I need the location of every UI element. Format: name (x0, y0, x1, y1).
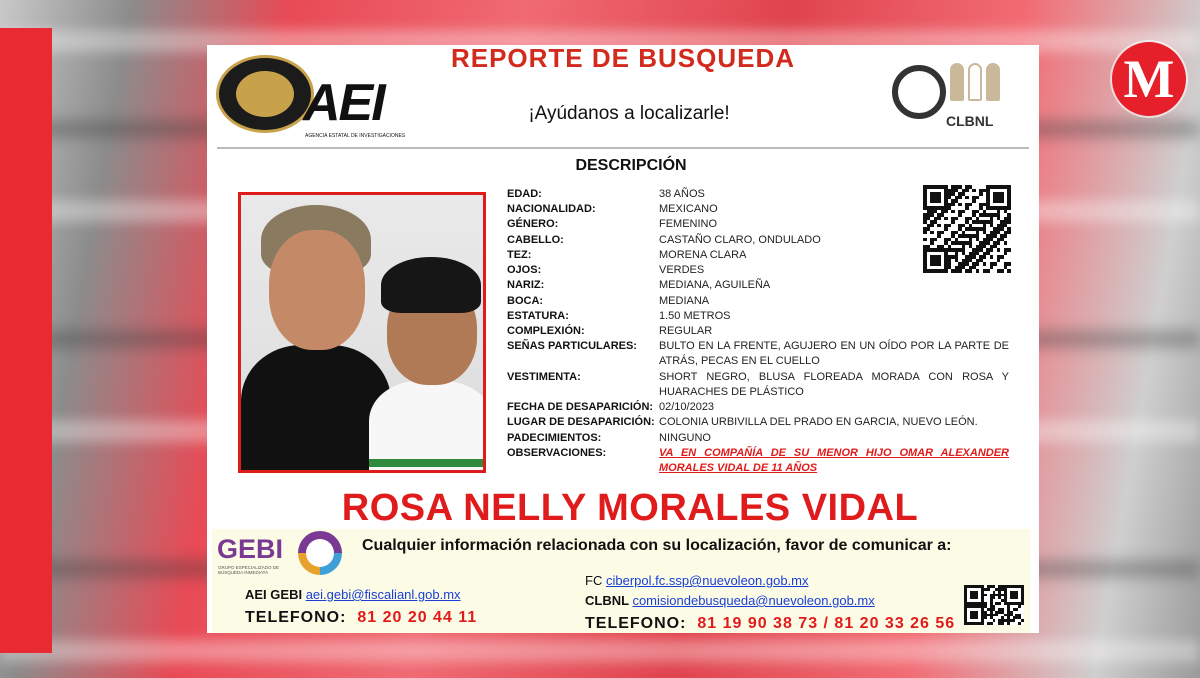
phone-left: TELEFONO: 81 20 20 44 11 (245, 609, 478, 626)
clbnl-contact: CLBNL comisiondebusqueda@nuevoleon.gob.mx (585, 593, 875, 608)
qr-code-icon[interactable] (923, 185, 1011, 273)
left-red-bar (0, 28, 52, 653)
magnifier-icon (892, 65, 946, 119)
qr-code-icon[interactable] (964, 585, 1024, 625)
person-icon (968, 63, 982, 101)
fc-email-link[interactable]: ciberpol.fc.ssp@nuevoleon.gob.mx (605, 573, 809, 588)
aei-logo-subtitle: AGENCIA ESTATAL DE INVESTIGACIONES (305, 133, 406, 139)
divider (217, 147, 1029, 149)
phone-right: TELEFONO: 81 19 90 38 73 / 81 20 33 26 56 (585, 615, 956, 632)
contact-footer (212, 529, 1030, 633)
poster-subtitle: ¡Ayúdanos a localizarle! (528, 103, 730, 124)
gebi-logo: GEBI (217, 534, 284, 564)
fc-contact: FC ciberpol.fc.ssp@nuevoleon.gob.mx (585, 573, 809, 588)
search-report-poster: AEI AGENCIA ESTATAL DE INVESTIGACIONES REPORTE DE BUSQUEDA ¡Ayúdanos a localizarle! CLBNL DESCRIPCIÓN EDAD: 38 AÑOS NACIONALIDAD: MEXICANO GÉNERO: FEMENINO CABELLO: CASTAÑO CLARO, ONDULADO TEZ: MORENA CLARA OJOS: VERDES NARIZ: MEDIANA, AGUILEÑA BOCA: MEDIANA ESTATURA: 1.50 METROS COMPLEXIÓN: REGULAR SEÑAS PARTICULARES: BULTO EN LA FRENTE, AGUJERO EN UN OÍDO POR LA PARTE DE ATRÁS, PECAS EN EL CUELLO VESTIMENTA: SHORT NEGRO, BLUSA FLOREADA MORADA CON ROSA Y HUARACHES DE PLÁSTICO FECHA DE DESAPARICIÓN: 02/10/2023 LUGAR DE DESAPARICIÓN: COLONIA URBIVILLA DEL PRADO EN GARCIA, NUEVO LEÓN. PADECIMIENTOS: NINGUNO OBSERVACIONES: VA EN COMPAÑÍA DE SU MENOR HIJO OMAR ALEXANDER MORALES VIDAL DE 11 AÑOS ROSA NELLY MORALES VIDAL GEBI GRUPO ESPECIALIZADO DE BÚSQUEDA INMEDIATA Cualquier información relacionada con su localización, favor de comunicar a: FC ciberpol.fc.ssp@nuevoleon.gob.mx CLBNL comisiondebusqueda@nuevoleon.gob.mx AEI GEBI aei.gebi@fiscalianl.gob.mx TELEFONO: 81 20 20 44 11 TELEFONO: 81 19 90 38 73 / 81 20 33 26 56 (207, 45, 1039, 633)
person-icon (950, 63, 964, 101)
aei-gebi-email-link[interactable]: aei.gebi@fiscalianl.gob.mx (305, 587, 461, 602)
missing-person-photo (238, 192, 486, 473)
person-icon (986, 63, 1000, 101)
clbnl-logo (890, 57, 1020, 137)
poster-title: REPORTE DE BUSQUEDA (450, 45, 796, 73)
clbnl-label: CLBNL (946, 113, 994, 129)
aei-logo: AEI (303, 74, 384, 132)
missing-person-name: ROSA NELLY MORALES VIDAL (341, 487, 919, 529)
logo-letter: M (1123, 49, 1175, 109)
hands-icon (298, 531, 342, 575)
aei-gebi-contact: AEI GEBI aei.gebi@fiscalianl.gob.mx (245, 587, 461, 602)
contact-call-to-action: Cualquier información relacionada con su localización, favor de comunicar a: (362, 537, 952, 554)
milenio-logo (1112, 42, 1186, 116)
clbnl-email-link[interactable]: comisiondebusqueda@nuevoleon.gob.mx (632, 593, 875, 608)
gebi-logo-subtitle: GRUPO ESPECIALIZADO DE BÚSQUEDA INMEDIATA (218, 565, 280, 575)
description-heading: DESCRIPCIÓN (575, 157, 687, 174)
